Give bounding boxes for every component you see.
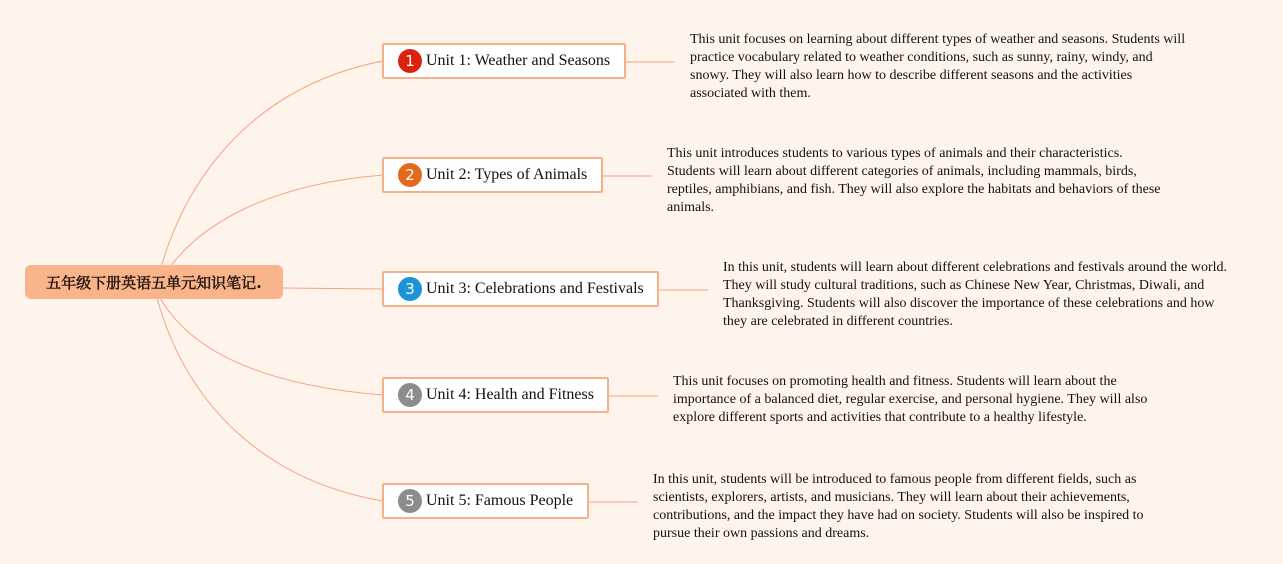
- branch-line-1: [157, 61, 383, 282]
- unit-1-description: This unit focuses on learning about different types of weather and seasons. Students will practice vocabulary related to weather conditions, such as sunny, rainy, windy, and snowy. They will also learn how to describe different seasons and the activities associated with them.: [690, 32, 1186, 101]
- unit-2-node[interactable]: [382, 157, 603, 193]
- unit-5-node[interactable]: [382, 483, 589, 519]
- number-1-icon: 1: [398, 49, 422, 73]
- number-3-icon: 3: [398, 277, 422, 301]
- unit-4-title: Unit 4: Health and Fitness: [426, 386, 594, 403]
- unit-4-description: This unit focuses on promoting health and fitness. Students will learn about the importance of a balanced diet, regular exercise, and personal hygiene. They will also explore different sports and activities that contribute to a healthy lifestyle.: [673, 374, 1148, 425]
- unit-4-node[interactable]: [382, 377, 609, 413]
- unit-2-title: Unit 2: Types of Animals: [426, 166, 588, 183]
- unit-1-node[interactable]: [382, 43, 626, 79]
- unit-2-description: This unit introduces students to various types of animals and their characteristics. Students will learn about different categories of animals, including mammals, birds, reptiles, amphibians, and fish. They will also explore the habitats and behaviors of these animals.: [667, 146, 1161, 215]
- unit-5-title: Unit 5: Famous People: [426, 492, 574, 509]
- unit-5-description: In this unit, students will be introduced to famous people from different fields, such as scientists, explorers, artists, and musicians. They will learn about their achievements, contributions, and the impact they have had on society. Students will also be inspired to pursue their own passions and dreams.: [653, 472, 1144, 541]
- root-topic[interactable]: 五年级下册英语五单元知识笔记.: [25, 265, 283, 299]
- branch-line-5: [157, 298, 383, 501]
- number-2-icon: 2: [398, 163, 422, 187]
- unit-1-title: Unit 1: Weather and Seasons: [426, 52, 611, 69]
- number-5-icon: 5: [398, 489, 422, 513]
- unit-3-node[interactable]: [382, 271, 659, 307]
- unit-3-description: In this unit, students will learn about different celebrations and festivals around the world. They will study cultural traditions, such as Chinese New Year, Christmas, Diwali, and Thanksgiving. Students will also discover the importance of these celebrations and how they are celebrated in different countries.: [723, 260, 1228, 329]
- unit-3-title: Unit 3: Celebrations and Festivals: [426, 280, 644, 297]
- branch-line-3: [283, 288, 383, 289]
- number-4-icon: 4: [398, 383, 422, 407]
